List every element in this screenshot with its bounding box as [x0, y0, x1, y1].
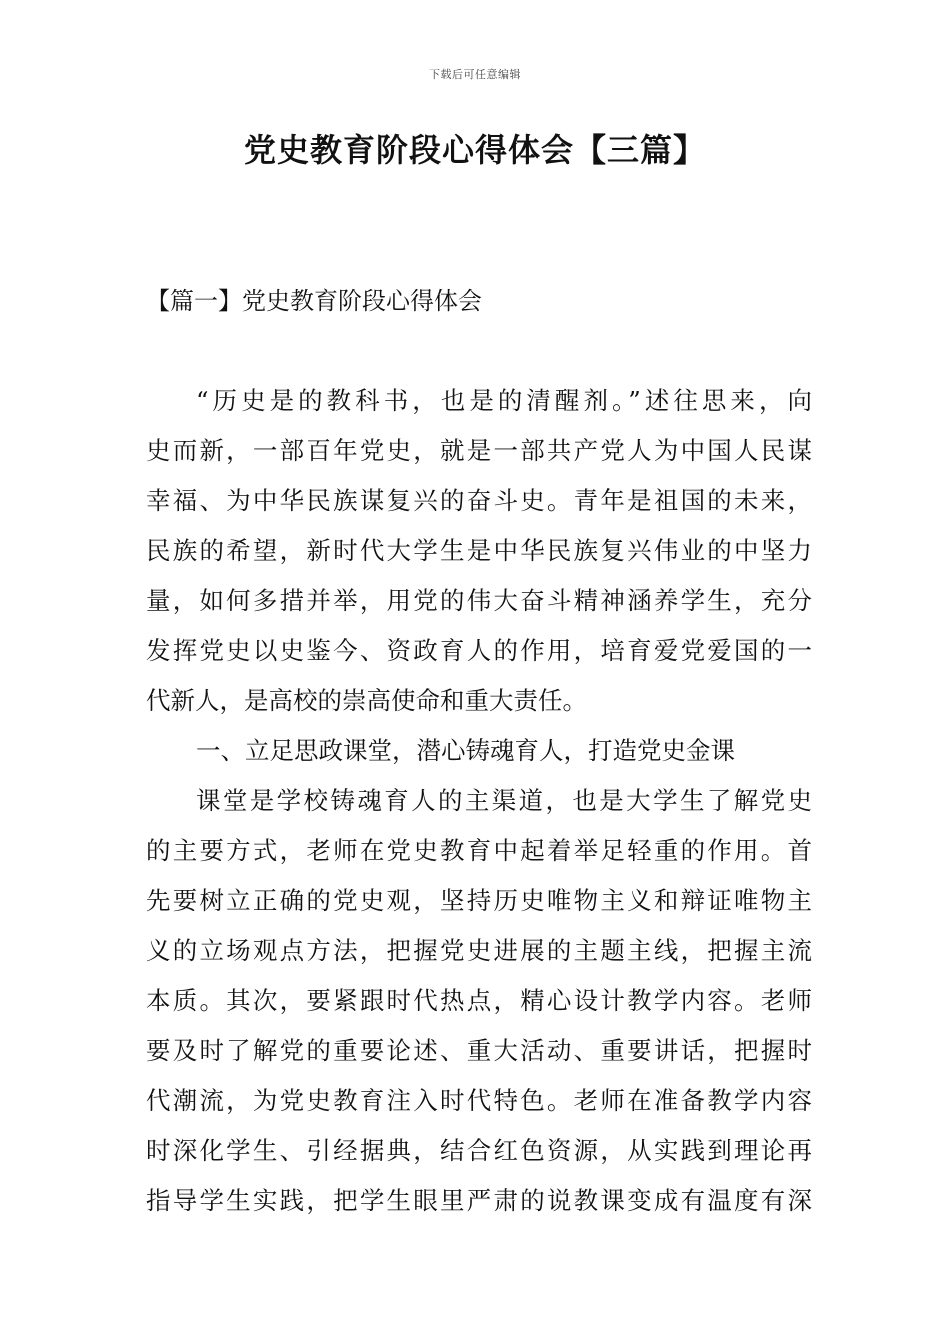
- paragraph-line: 义的立场观点方法，把握党史进展的主题主线，把握主流: [146, 936, 812, 965]
- paragraph-line: 本质。其次，要紧跟时代热点，精心设计教学内容。老师: [146, 986, 812, 1015]
- document-title: 党史教育阶段心得体会【三篇】: [243, 131, 706, 169]
- body-text: [146, 376, 812, 1226]
- paragraph-line: 指导学生实践，把学生眼里严肃的说教课变成有温度有深: [146, 1186, 812, 1215]
- paragraph-line: 民族的希望，新时代大学生是中华民族复兴伟业的中坚力: [146, 536, 812, 565]
- subheading-line: 一、立足思政课堂，潜心铸魂育人，打造党史金课: [196, 736, 735, 765]
- section-heading: 【篇一】党史教育阶段心得体会: [146, 287, 482, 315]
- paragraph-line: 史而新，一部百年党史，就是一部共产党人为中国人民谋: [146, 436, 812, 465]
- paragraph-line: 代潮流，为党史教育注入时代特色。老师在准备教学内容: [146, 1086, 812, 1115]
- paragraph-line: 的主要方式，老师在党史教育中起着举足轻重的作用。首: [146, 836, 812, 865]
- paragraph-line: “历史是的教科书，也是的清醒剂。”述往思来，向: [196, 386, 812, 415]
- paragraph-line: 课堂是学校铸魂育人的主渠道，也是大学生了解党史: [196, 786, 812, 815]
- paragraph-line: 要及时了解党的重要论述、重大活动、重要讲话，把握时: [146, 1036, 812, 1065]
- paragraph-line: 幸福、为中华民族谋复兴的奋斗史。青年是祖国的未来，: [146, 486, 812, 515]
- header-note: 下载后可任意编辑: [429, 68, 521, 81]
- paragraph-line: 代新人，是高校的崇高使命和重大责任。: [146, 686, 587, 715]
- paragraph-line: 发挥党史以史鉴今、资政育人的作用，培育爱党爱国的一: [146, 636, 812, 665]
- paragraph-line: 量，如何多措并举，用党的伟大奋斗精神涵养学生，充分: [146, 586, 812, 615]
- paragraph-line: 先要树立正确的党史观，坚持历史唯物主义和辩证唯物主: [146, 886, 812, 915]
- paragraph-line: 时深化学生、引经据典，结合红色资源，从实践到理论再: [146, 1136, 812, 1165]
